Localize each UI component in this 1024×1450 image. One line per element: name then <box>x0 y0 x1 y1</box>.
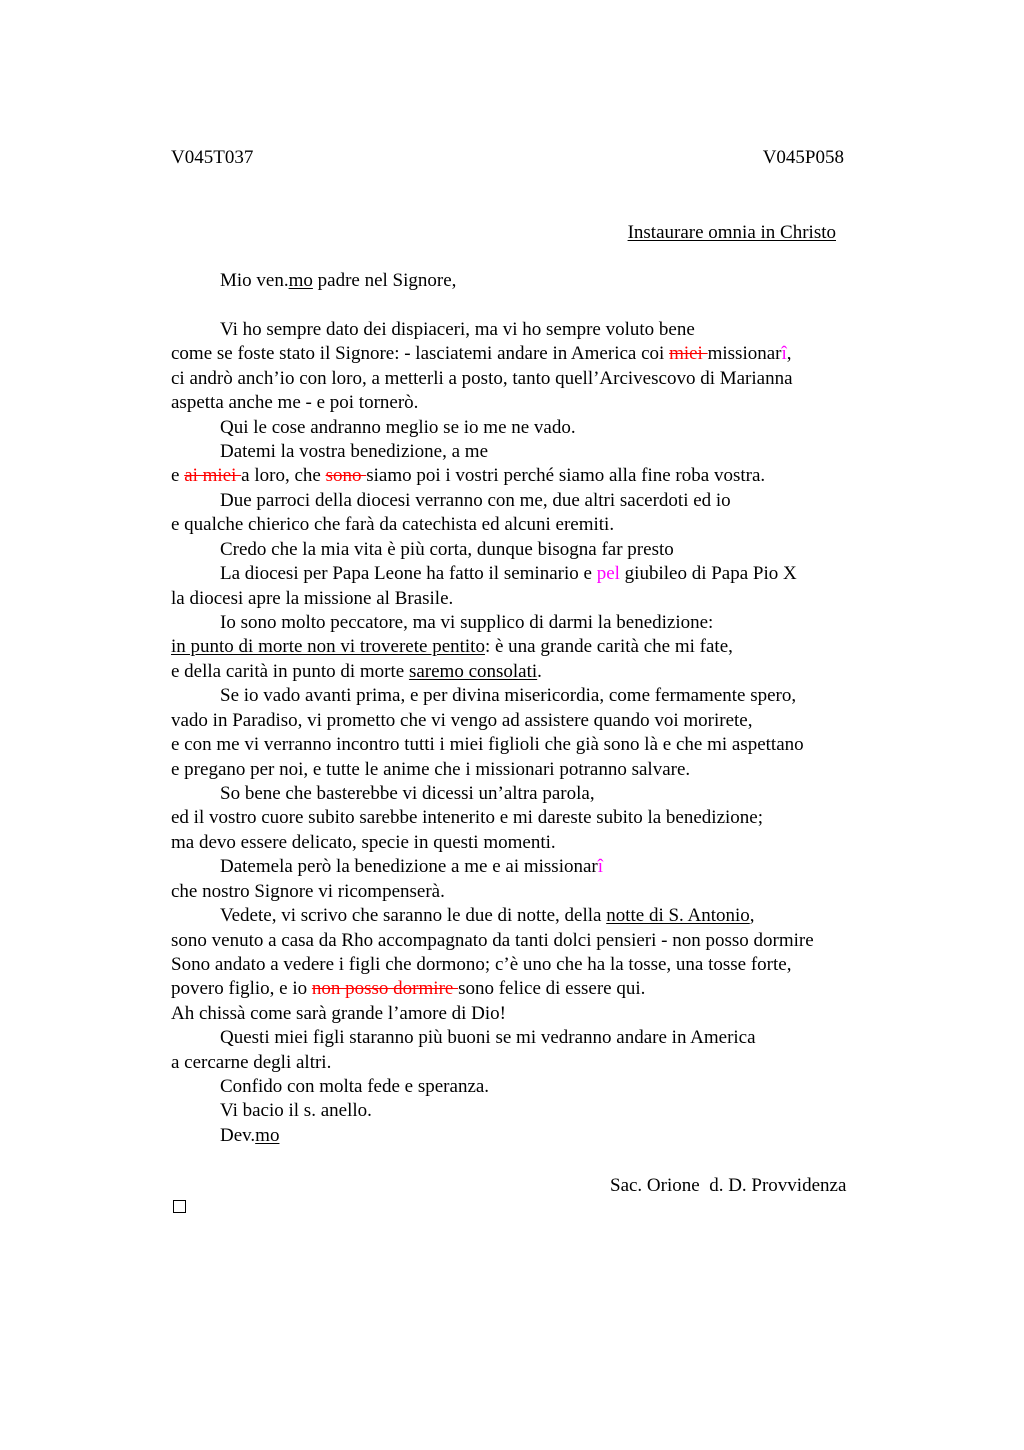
text-span: Datemela però la benedizione a me e ai missionar <box>220 856 598 877</box>
text-span: La diocesi per Papa Leone ha fatto il seminario e <box>220 563 597 584</box>
inserted-mark: î <box>597 856 604 877</box>
text-span: povero figlio, e io <box>171 978 312 999</box>
body-line <box>220 563 797 585</box>
text-span: . <box>537 661 542 682</box>
signature: Sac. Orione d. D. Provvidenza <box>610 1175 847 1196</box>
body-line <box>171 465 765 487</box>
body-line: Credo che la mia vita è più corta, dunque bisogna far presto <box>220 539 674 560</box>
empty-checkbox-icon <box>173 1200 186 1213</box>
body-line <box>220 905 755 927</box>
header-right-code: V045P058 <box>762 147 844 168</box>
deleted-text: non posso dormire <box>311 978 459 999</box>
body-line <box>171 343 792 365</box>
body-line: e pregano per noi, e tutte le anime che i missionari potranno salvare. <box>171 759 691 780</box>
body-line: e con me vi verranno incontro tutti i miei figlioli che già sono là e che mi aspettano <box>171 734 804 755</box>
closing-line <box>220 1125 279 1147</box>
body-line: Qui le cose andranno meglio se io me ne vado. <box>220 417 576 438</box>
body-line: sono venuto a casa da Rho accompagnato da tanti dolci pensieri - non posso dormire <box>171 930 814 951</box>
text-span: : è una grande carità che mi fate, <box>484 636 733 657</box>
body-line: aspetta anche me - e poi tornerò. <box>171 392 419 413</box>
body-line: Vi ho sempre dato dei dispiaceri, ma vi ho sempre voluto bene <box>220 319 695 340</box>
body-line <box>171 636 733 658</box>
salutation-post: padre nel Signore, <box>312 270 457 291</box>
text-span: e della carità in punto di morte <box>171 661 409 682</box>
body-line: Sono andato a vedere i figli che dormono; c’è uno che ha la tosse, una tosse forte, <box>171 954 792 975</box>
body-line <box>220 856 603 878</box>
deleted-text: ai miei <box>184 465 242 486</box>
body-line: e qualche chierico che farà da catechista ed alcuni eremiti. <box>171 514 615 535</box>
body-line: Ah chissà come sarà grande l’amore di Dio! <box>171 1003 507 1024</box>
body-line: la diocesi apre la missione al Brasile. <box>171 588 454 609</box>
body-line: Vi bacio il s. anello. <box>220 1100 372 1121</box>
salutation-abbr: mo <box>288 270 313 291</box>
text-span: a loro, che <box>241 465 326 486</box>
text-span: siamo poi i vostri perché siamo alla fine roba vostra. <box>366 465 766 486</box>
underlined-text: saremo consolati <box>408 661 538 682</box>
body-line: Due parroci della diocesi verranno con me, due altri sacerdoti ed io <box>220 490 731 511</box>
text-span: , <box>786 343 792 364</box>
body-line: ma devo essere delicato, specie in questi momenti. <box>171 832 556 853</box>
underlined-text: in punto di morte non vi troverete pentito <box>171 636 485 657</box>
text-span: come se foste stato il Signore: - lasciatemi andare in America coi <box>171 343 670 364</box>
inserted-text: pel <box>596 563 620 584</box>
body-line: ci andrò anch’io con loro, a metterli a posto, tanto quell’Arcivescovo di Marianna <box>171 368 793 389</box>
motto: Instaurare omnia in Christo <box>627 222 836 243</box>
body-line: So bene che basterebbe vi dicessi un’altra parola, <box>220 783 595 804</box>
body-line <box>171 978 645 1000</box>
body-line: Datemi la vostra benedizione, a me <box>220 441 489 462</box>
underlined-text: notte di S. Antonio <box>606 905 750 926</box>
deleted-text: sono <box>325 465 367 486</box>
body-line: Confido con molta fede e speranza. <box>220 1076 490 1097</box>
text-span: e <box>171 465 185 486</box>
inserted-mark: î <box>781 343 787 364</box>
text-span: , <box>749 905 755 926</box>
deleted-text: miei <box>669 343 708 364</box>
salutation-pre: Mio ven. <box>220 270 289 291</box>
body-line <box>171 661 542 683</box>
body-line: vado in Paradiso, vi prometto che vi vengo ad assistere quando voi morirete, <box>171 710 753 731</box>
text-span: sono felice di essere qui. <box>458 978 646 999</box>
text-span: missionar <box>707 343 782 364</box>
body-line: a cercarne degli altri. <box>171 1052 332 1073</box>
body-line: Se io vado avanti prima, e per divina misericordia, come fermamente spero, <box>220 685 797 706</box>
body-line: ed il vostro cuore subito sarebbe intenerito e mi dareste subito la benedizione; <box>171 807 763 828</box>
text-span: Dev. <box>220 1125 256 1146</box>
text-span: Vedete, vi scrivo che saranno le due di notte, della <box>220 905 607 926</box>
body-line: Io sono molto peccatore, ma vi supplico di darmi la benedizione: <box>220 612 714 633</box>
text-span: giubileo di Papa Pio X <box>619 563 797 584</box>
underlined-text: mo <box>255 1125 280 1146</box>
salutation <box>220 270 456 292</box>
header-left-code: V045T037 <box>171 147 254 168</box>
body-line: che nostro Signore vi ricompenserà. <box>171 881 445 902</box>
body-line: Questi miei figli staranno più buoni se mi vedranno andare in America <box>220 1027 756 1048</box>
